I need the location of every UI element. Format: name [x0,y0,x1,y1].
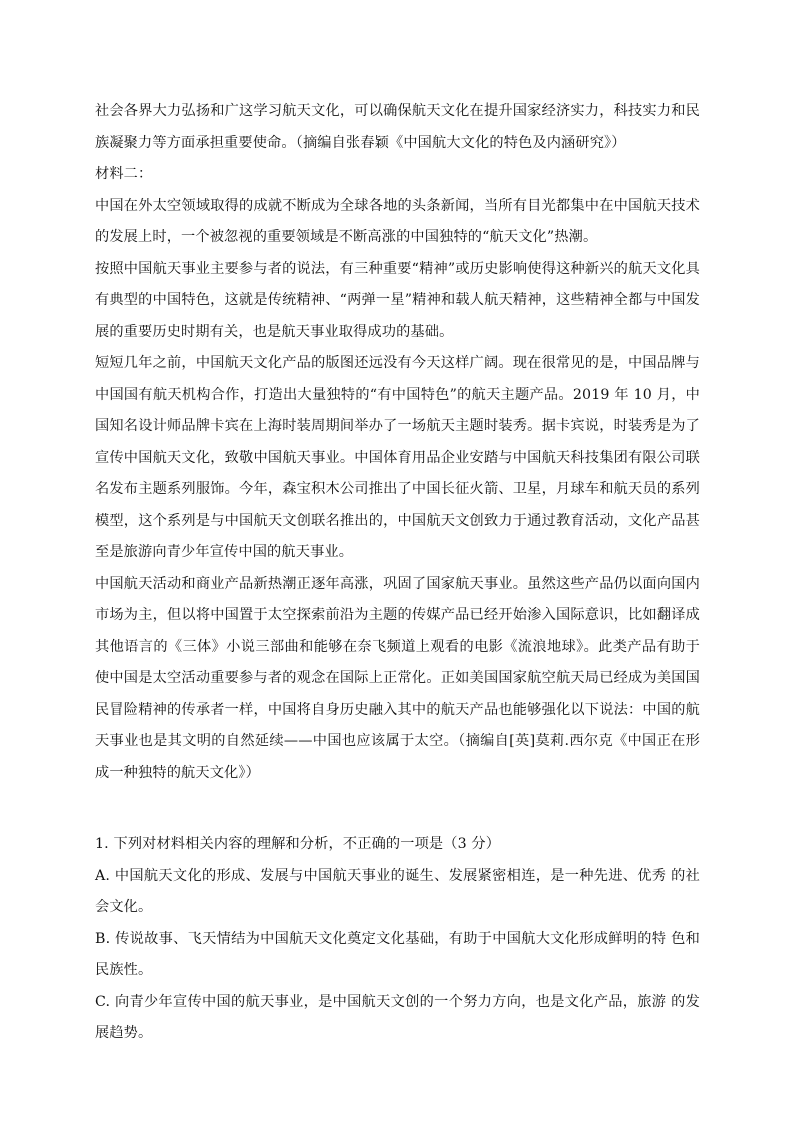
question-1-option-c: C. 向青少年宣传中国的航天事业，是中国航天文创的一个努力方向，也是文化产品，旅游 的发展趋势。 [95,993,700,1041]
material2-paragraph-2: 按照中国航天事业主要参与者的说法，有三种重要“精神”或历史影响使得这种新兴的航天文化具有典型的中国特色，这就是传统精神、“两弹一星”精神和载人航天精神，这些精神全都与中国发展的重要历史时期有关，也是航天事业取得成功的基础。 [95,260,700,340]
material2-paragraph-3: 短短几年之前，中国航天文化产品的版图还远没有今天这样广阔。现在很常见的是，中国品牌与中国国有航天机构合作，打造出大量独特的“有中国特色”的航天主题产品。2019 年 10 月，中国知名设计师品牌卡宾在上海时装周期间举办了一场航天主题时装秀。据卡宾说，时装秀是为了宣传中国航天文化，致敬中国航天事业。中国体育用品企业安踏与中国航天科技集团有限公司联名发布主题系列服饰。今年，森宝积木公司推出了中国长征火箭、卫星，月球车和航天员的系列模型，这个系列是与中国航天文创联名推出的，中国航天文创致力于通过教育活动，文化产品甚至是旅游向青少年宣传中国的航天事业。 [95,355,700,560]
material2-paragraph-1: 中国在外太空领域取得的成就不断成为全球各地的头条新闻，当所有目光都集中在中国航天技术的发展上时，一个被忽视的重要领域是不断高涨的中国独特的“航天文化”热潮。 [95,197,700,245]
question-1-stem: 1. 下列对材料相关内容的理解和分析，不正确的一项是（3 分） [95,836,501,852]
question-1-option-b: B. 传说故事、飞天情结为中国航天文化奠定文化基础，有助于中国航大文化形成鲜明的特 色和民族性。 [95,930,700,978]
material2-paragraph-4: 中国航天活动和商业产品新热潮正逐年高涨，巩固了国家航天事业。虽然这些产品仍以面向国内市场为主，但以将中国置于太空探索前沿为主题的传媒产品已经开始渗入国际意识，比如翻译成其他语言的《三体》小说三部曲和能够在奈飞频道上观看的电影《流浪地球》。此类产品有助于使中国是太空活动重要参与者的观念在国际上正常化。正如美国国家航空航天局已经成为美国国民冒险精神的传承者一样，中国将自身历史融入其中的航天产品也能够强化以下说法：中国的航天事业也是其文明的自然延续——中国也应该属于太空。（摘编自[英]莫莉.西尔克《中国正在形成一种独特的航天文化》） [95,575,700,781]
question-1-option-a: A. 中国航天文化的形成、发展与中国航天事业的诞生、发展紧密相连，是一种先进、优秀 的社会文化。 [95,867,700,915]
section-spacer [95,789,700,829]
material1-conclusion: 社会各界大力弘扬和广这学习航天文化，可以确保航天文化在提升国家经济实力，科技实力和民族凝聚力等方面承担重要使命。（摘编自张春颖《中国航大文化的特色及内涵研究》） [95,103,700,151]
material2-heading: 材料二： [95,166,153,182]
document-page [95,96,700,1050]
